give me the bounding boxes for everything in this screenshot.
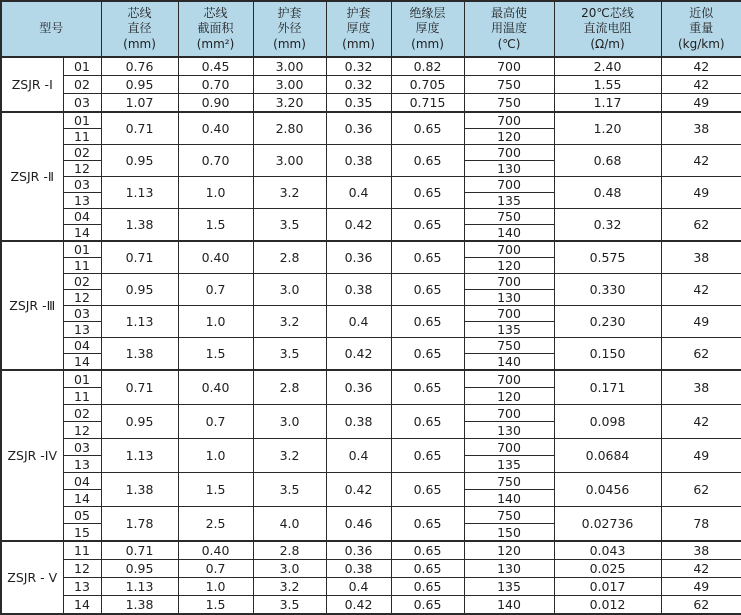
header-row (1, 1, 741, 57)
header-line: 芯线 (127, 5, 152, 20)
temp-cell: 120 (464, 388, 554, 405)
sheath-thickness-cell: 0.38 (326, 274, 391, 306)
resistance-cell: 0.012 (554, 596, 661, 615)
core-area-cell: 0.45 (178, 57, 253, 76)
weight-cell: 62 (661, 473, 741, 507)
temp-cell: 700 (464, 370, 554, 388)
weight-cell: 62 (661, 338, 741, 371)
weight-cell: 49 (661, 94, 741, 113)
insulation-cell: 0.715 (391, 94, 464, 113)
sheath-thickness-cell: 0.32 (326, 76, 391, 94)
sheath-thickness-cell: 0.4 (326, 578, 391, 596)
temp-cell: 135 (464, 578, 554, 596)
weight-cell: 78 (661, 507, 741, 542)
resistance-cell: 0.48 (554, 177, 661, 209)
temp-cell: 135 (464, 193, 554, 209)
temp-cell: 700 (464, 112, 554, 129)
insulation-cell: 0.65 (391, 405, 464, 439)
sheath-od-cell: 3.0 (253, 560, 326, 578)
code-cell: 01 (63, 112, 101, 129)
code-cell: 03 (63, 94, 101, 113)
temp-cell: 150 (464, 524, 554, 542)
header-dc-resistance-20c (554, 1, 661, 57)
code-cell: 02 (63, 274, 101, 290)
code-cell: 14 (63, 490, 101, 507)
sheath-thickness-cell: 0.32 (326, 57, 391, 76)
header-line: (mm²) (196, 36, 235, 51)
core-area-cell: 1.5 (178, 338, 253, 371)
sheath-od-cell: 3.2 (253, 306, 326, 338)
header-insulation-thickness (391, 1, 464, 57)
sheath-od-cell: 3.2 (253, 578, 326, 596)
resistance-cell: 0.330 (554, 274, 661, 306)
resistance-cell: 1.20 (554, 112, 661, 145)
insulation-cell: 0.82 (391, 57, 464, 76)
resistance-cell: 0.025 (554, 560, 661, 578)
temp-cell: 750 (464, 473, 554, 490)
table-row (1, 306, 741, 322)
header-core-cross-section (178, 1, 253, 57)
core-area-cell: 0.70 (178, 145, 253, 177)
core-diameter-cell: 0.95 (101, 76, 178, 94)
table-row (1, 596, 741, 615)
core-area-cell: 1.5 (178, 473, 253, 507)
code-cell: 02 (63, 405, 101, 422)
header-line: (℃) (497, 36, 521, 51)
core-area-cell: 1.0 (178, 177, 253, 209)
core-area-cell: 0.90 (178, 94, 253, 113)
table-row (1, 241, 741, 258)
temp-cell: 130 (464, 422, 554, 439)
sheath-od-cell: 3.5 (253, 473, 326, 507)
core-diameter-cell: 0.71 (101, 241, 178, 274)
insulation-cell: 0.65 (391, 473, 464, 507)
sheath-od-cell: 3.5 (253, 338, 326, 371)
temp-cell: 700 (464, 177, 554, 193)
sheath-thickness-cell: 0.46 (326, 507, 391, 542)
core-area-cell: 1.5 (178, 596, 253, 615)
code-cell: 11 (63, 258, 101, 274)
temp-cell: 140 (464, 490, 554, 507)
insulation-cell: 0.65 (391, 370, 464, 405)
sheath-thickness-cell: 0.36 (326, 541, 391, 560)
sheath-od-cell: 3.0 (253, 274, 326, 306)
core-diameter-cell: 1.07 (101, 94, 178, 113)
code-cell: 11 (63, 388, 101, 405)
insulation-cell: 0.65 (391, 177, 464, 209)
weight-cell: 62 (661, 596, 741, 615)
sheath-thickness-cell: 0.36 (326, 370, 391, 405)
temp-cell: 750 (464, 94, 554, 113)
header-sheath-outer-diameter (253, 1, 326, 57)
code-cell: 01 (63, 370, 101, 388)
temp-cell: 750 (464, 76, 554, 94)
insulation-cell: 0.65 (391, 274, 464, 306)
resistance-cell: 0.017 (554, 578, 661, 596)
temp-cell: 140 (464, 596, 554, 615)
temp-cell: 700 (464, 241, 554, 258)
code-cell: 03 (63, 177, 101, 193)
core-diameter-cell: 0.76 (101, 57, 178, 76)
insulation-cell: 0.65 (391, 439, 464, 473)
table-row (1, 338, 741, 354)
core-area-cell: 0.40 (178, 541, 253, 560)
temp-cell: 700 (464, 274, 554, 290)
weight-cell: 42 (661, 76, 741, 94)
weight-cell: 42 (661, 57, 741, 76)
temp-cell: 700 (464, 439, 554, 456)
header-line: 厚度 (415, 21, 440, 36)
table-row (1, 145, 741, 161)
header-line: 20℃芯线 (581, 5, 634, 20)
table-row (1, 560, 741, 578)
weight-cell: 38 (661, 112, 741, 145)
header-sheath-thickness (326, 1, 391, 57)
header-line: 最高使 (491, 5, 528, 20)
sheath-thickness-cell: 0.38 (326, 560, 391, 578)
header-core-diameter (101, 1, 178, 57)
sheath-od-cell: 2.80 (253, 112, 326, 145)
core-diameter-cell: 1.78 (101, 507, 178, 542)
weight-cell: 42 (661, 405, 741, 439)
insulation-cell: 0.65 (391, 112, 464, 145)
code-cell: 02 (63, 76, 101, 94)
weight-cell: 42 (661, 274, 741, 306)
sheath-od-cell: 2.8 (253, 370, 326, 405)
table-row (1, 370, 741, 388)
insulation-cell: 0.65 (391, 578, 464, 596)
core-diameter-cell: 1.13 (101, 439, 178, 473)
sheath-od-cell: 2.8 (253, 541, 326, 560)
temp-cell: 750 (464, 338, 554, 354)
resistance-cell: 0.02736 (554, 507, 661, 542)
sheath-thickness-cell: 0.42 (326, 473, 391, 507)
code-cell: 14 (63, 225, 101, 242)
header-line: 截面积 (197, 21, 234, 36)
code-cell: 11 (63, 129, 101, 145)
table-header (1, 1, 741, 57)
insulation-cell: 0.65 (391, 507, 464, 542)
core-area-cell: 0.40 (178, 370, 253, 405)
weight-cell: 42 (661, 145, 741, 177)
header-line: (mm) (342, 36, 375, 51)
weight-cell: 62 (661, 209, 741, 242)
core-diameter-cell: 1.13 (101, 578, 178, 596)
sheath-od-cell: 3.00 (253, 57, 326, 76)
sheath-od-cell: 3.0 (253, 405, 326, 439)
core-diameter-cell: 1.13 (101, 306, 178, 338)
header-line: 护套 (346, 5, 371, 20)
temp-cell: 700 (464, 306, 554, 322)
header-line: 用温度 (491, 21, 528, 36)
code-cell: 02 (63, 145, 101, 161)
sheath-thickness-cell: 0.42 (326, 209, 391, 242)
code-cell: 04 (63, 338, 101, 354)
table-row (1, 541, 741, 560)
temp-cell: 120 (464, 258, 554, 274)
core-area-cell: 1.5 (178, 209, 253, 242)
code-cell: 04 (63, 473, 101, 490)
sheath-thickness-cell: 0.35 (326, 94, 391, 113)
temp-cell: 135 (464, 322, 554, 338)
resistance-cell: 2.40 (554, 57, 661, 76)
resistance-cell: 1.17 (554, 94, 661, 113)
code-cell: 12 (63, 422, 101, 439)
sheath-od-cell: 2.8 (253, 241, 326, 274)
core-area-cell: 0.7 (178, 560, 253, 578)
table-body (1, 57, 741, 614)
sheath-od-cell: 3.5 (253, 209, 326, 242)
core-diameter-cell: 1.38 (101, 473, 178, 507)
table-row (1, 274, 741, 290)
insulation-cell: 0.65 (391, 560, 464, 578)
model-cell: ZSJR - V (1, 541, 63, 614)
code-cell: 05 (63, 507, 101, 524)
sheath-thickness-cell: 0.4 (326, 439, 391, 473)
sheath-thickness-cell: 0.4 (326, 177, 391, 209)
header-line: 绝缘层 (409, 5, 446, 20)
header-model (1, 1, 101, 57)
table-row (1, 209, 741, 225)
sheath-od-cell: 3.2 (253, 439, 326, 473)
model-cell: ZSJR -IV (1, 370, 63, 541)
core-area-cell: 0.40 (178, 112, 253, 145)
core-diameter-cell: 0.95 (101, 560, 178, 578)
resistance-cell: 0.32 (554, 209, 661, 242)
sheath-od-cell: 4.0 (253, 507, 326, 542)
resistance-cell: 0.0684 (554, 439, 661, 473)
weight-cell: 38 (661, 241, 741, 274)
table-row (1, 112, 741, 129)
temp-cell: 120 (464, 129, 554, 145)
core-area-cell: 0.7 (178, 274, 253, 306)
core-diameter-cell: 1.38 (101, 338, 178, 371)
temp-cell: 130 (464, 290, 554, 306)
insulation-cell: 0.65 (391, 541, 464, 560)
resistance-cell: 0.150 (554, 338, 661, 371)
table-row (1, 76, 741, 94)
sheath-thickness-cell: 0.42 (326, 596, 391, 615)
model-cell: ZSJR -Ⅲ (1, 241, 63, 370)
temp-cell: 750 (464, 209, 554, 225)
code-cell: 04 (63, 209, 101, 225)
sheath-od-cell: 3.5 (253, 596, 326, 615)
table-row (1, 405, 741, 422)
core-area-cell: 0.40 (178, 241, 253, 274)
header-line: 护套 (277, 5, 302, 20)
code-cell: 15 (63, 524, 101, 542)
table-row (1, 94, 741, 113)
header-line: 近似 (689, 5, 714, 20)
header-line: (mm) (411, 36, 444, 51)
header-line: (mm) (123, 36, 156, 51)
table-row (1, 177, 741, 193)
temp-cell: 140 (464, 225, 554, 242)
temp-cell: 120 (464, 541, 554, 560)
header-line: 型号 (39, 21, 64, 36)
core-area-cell: 1.0 (178, 306, 253, 338)
core-diameter-cell: 0.71 (101, 370, 178, 405)
weight-cell: 38 (661, 370, 741, 405)
temp-cell: 700 (464, 405, 554, 422)
table-row (1, 507, 741, 524)
code-cell: 03 (63, 306, 101, 322)
code-cell: 11 (63, 541, 101, 560)
core-area-cell: 0.7 (178, 405, 253, 439)
sheath-od-cell: 3.20 (253, 94, 326, 113)
sheath-thickness-cell: 0.38 (326, 405, 391, 439)
core-diameter-cell: 1.38 (101, 209, 178, 242)
weight-cell: 42 (661, 560, 741, 578)
temp-cell: 130 (464, 560, 554, 578)
header-max-use-temperature (464, 1, 554, 57)
core-diameter-cell: 0.95 (101, 274, 178, 306)
weight-cell: 49 (661, 439, 741, 473)
sheath-od-cell: 3.00 (253, 145, 326, 177)
core-area-cell: 0.70 (178, 76, 253, 94)
core-diameter-cell: 0.71 (101, 541, 178, 560)
insulation-cell: 0.65 (391, 145, 464, 177)
code-cell: 13 (63, 578, 101, 596)
code-cell: 13 (63, 456, 101, 473)
temp-cell: 750 (464, 507, 554, 524)
insulation-cell: 0.65 (391, 209, 464, 242)
resistance-cell: 0.098 (554, 405, 661, 439)
insulation-cell: 0.705 (391, 76, 464, 94)
temp-cell: 135 (464, 456, 554, 473)
code-cell: 13 (63, 193, 101, 209)
sheath-thickness-cell: 0.4 (326, 306, 391, 338)
weight-cell: 49 (661, 177, 741, 209)
insulation-cell: 0.65 (391, 338, 464, 371)
resistance-cell: 0.575 (554, 241, 661, 274)
weight-cell: 49 (661, 578, 741, 596)
header-line: 外径 (277, 21, 302, 36)
header-line: 重量 (689, 21, 714, 36)
code-cell: 12 (63, 560, 101, 578)
table-row (1, 439, 741, 456)
sheath-thickness-cell: 0.38 (326, 145, 391, 177)
code-cell: 01 (63, 241, 101, 258)
temp-cell: 140 (464, 354, 554, 371)
sheath-od-cell: 3.00 (253, 76, 326, 94)
header-line: (kg/km) (677, 36, 725, 51)
sheath-thickness-cell: 0.36 (326, 241, 391, 274)
sheath-thickness-cell: 0.36 (326, 112, 391, 145)
code-cell: 12 (63, 290, 101, 306)
code-cell: 03 (63, 439, 101, 456)
code-cell: 12 (63, 161, 101, 177)
core-diameter-cell: 0.95 (101, 405, 178, 439)
code-cell: 14 (63, 596, 101, 615)
table-row (1, 578, 741, 596)
resistance-cell: 0.230 (554, 306, 661, 338)
temp-cell: 700 (464, 57, 554, 76)
code-cell: 13 (63, 322, 101, 338)
sheath-thickness-cell: 0.42 (326, 338, 391, 371)
header-line: (mm) (273, 36, 306, 51)
core-diameter-cell: 0.95 (101, 145, 178, 177)
header-line: 直径 (127, 21, 152, 36)
insulation-cell: 0.65 (391, 241, 464, 274)
weight-cell: 49 (661, 306, 741, 338)
core-area-cell: 1.0 (178, 439, 253, 473)
table-row (1, 473, 741, 490)
insulation-cell: 0.65 (391, 596, 464, 615)
core-diameter-cell: 0.71 (101, 112, 178, 145)
core-area-cell: 1.0 (178, 578, 253, 596)
code-cell: 01 (63, 57, 101, 76)
table-row (1, 57, 741, 76)
resistance-cell: 1.55 (554, 76, 661, 94)
temp-cell: 700 (464, 145, 554, 161)
header-approx-weight (661, 1, 741, 57)
insulation-cell: 0.65 (391, 306, 464, 338)
core-diameter-cell: 1.13 (101, 177, 178, 209)
resistance-cell: 0.043 (554, 541, 661, 560)
header-line: 芯线 (203, 5, 228, 20)
code-cell: 14 (63, 354, 101, 371)
resistance-cell: 0.0456 (554, 473, 661, 507)
header-line: (Ω/m) (590, 36, 625, 51)
sheath-od-cell: 3.2 (253, 177, 326, 209)
core-diameter-cell: 1.38 (101, 596, 178, 615)
core-area-cell: 2.5 (178, 507, 253, 542)
model-cell: ZSJR -Ⅱ (1, 112, 63, 241)
resistance-cell: 0.68 (554, 145, 661, 177)
model-cell: ZSJR -I (1, 57, 63, 112)
header-line: 厚度 (346, 21, 371, 36)
temp-cell: 130 (464, 161, 554, 177)
weight-cell: 38 (661, 541, 741, 560)
resistance-cell: 0.171 (554, 370, 661, 405)
header-line: 直流电阻 (583, 21, 632, 36)
